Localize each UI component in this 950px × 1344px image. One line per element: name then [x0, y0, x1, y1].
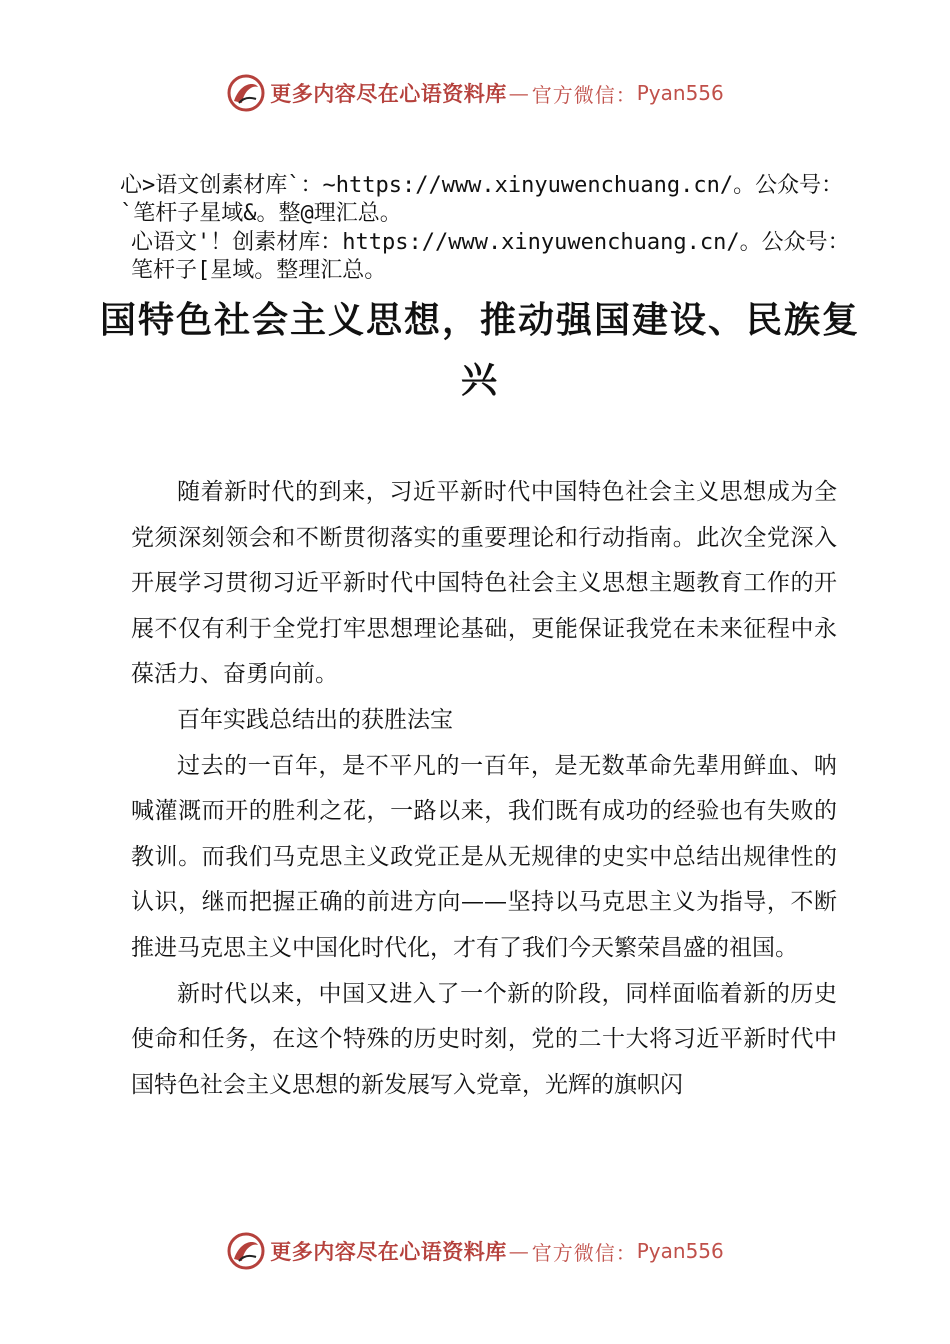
- banner-site-text: 更多内容尽在心语资料库: [270, 81, 507, 106]
- banner-site-text: 更多内容尽在心语资料库: [270, 1239, 507, 1264]
- paragraph-1: 随着新时代的到来，习近平新时代中国特色社会主义思想成为全党须深刻领会和不断贯彻落实的重要理论和行动指南。此次全党深入开展学习贯彻习近平新时代中国特色社会主义思想主题教育工作的开展不仅有利于全党打牢思想理论基础，更能保证我党在未来征程中永葆活力、奋勇向前。: [131, 479, 837, 688]
- article-body: [131, 470, 837, 1108]
- watermark-line-4: 笔杆子[星域。整理汇总。: [131, 258, 387, 283]
- footer-banner: [0, 1227, 950, 1275]
- banner-dash: —: [508, 1239, 530, 1263]
- banner-wechat-id: Pyan556: [636, 1239, 724, 1263]
- swirl-logo-icon: [226, 73, 266, 113]
- header-banner: [0, 69, 950, 117]
- banner-wechat-label: 官方微信：: [531, 82, 637, 107]
- banner-wechat-id: Pyan556: [636, 81, 724, 105]
- section-heading: 百年实践总结出的获胜法宝: [177, 706, 453, 733]
- watermark-line-1: 心>语文创素材库`：~https://www.xinyuwenchuang.cn/。公众号：: [120, 173, 844, 198]
- paragraph-3: 新时代以来，中国又进入了一个新的阶段，同样面临着新的历史使命和任务，在这个特殊的历史时刻，党的二十大将习近平新时代中国特色社会主义思想的新发展写入党章，光辉的旗帜闪: [131, 980, 837, 1098]
- watermark-line-3: 心语文'！创素材库：https://www.xinyuwenchuang.cn/。公众号：: [131, 230, 850, 255]
- paragraph-2: 过去的一百年，是不平凡的一百年，是无数革命先辈用鲜血、呐喊灌溉而开的胜利之花，一路以来，我们既有成功的经验也有失败的教训。而我们马克思主义政党正是从无规律的史实中总结出规律性的认识，继而把握正确的前进方向——坚持以马克思主义为指导，不断推进马克思主义中国化时代化，才有了我们今天繁荣昌盛的祖国。: [131, 752, 837, 961]
- swirl-logo-icon: [226, 1231, 266, 1271]
- watermark-line-2: `笔杆子星域&。整@理汇总。: [120, 201, 402, 226]
- article-title: 国特色社会主义思想，推动强国建设、民族复兴: [100, 299, 861, 401]
- banner-dash: —: [508, 81, 530, 105]
- banner-wechat-label: 官方微信：: [531, 1240, 637, 1265]
